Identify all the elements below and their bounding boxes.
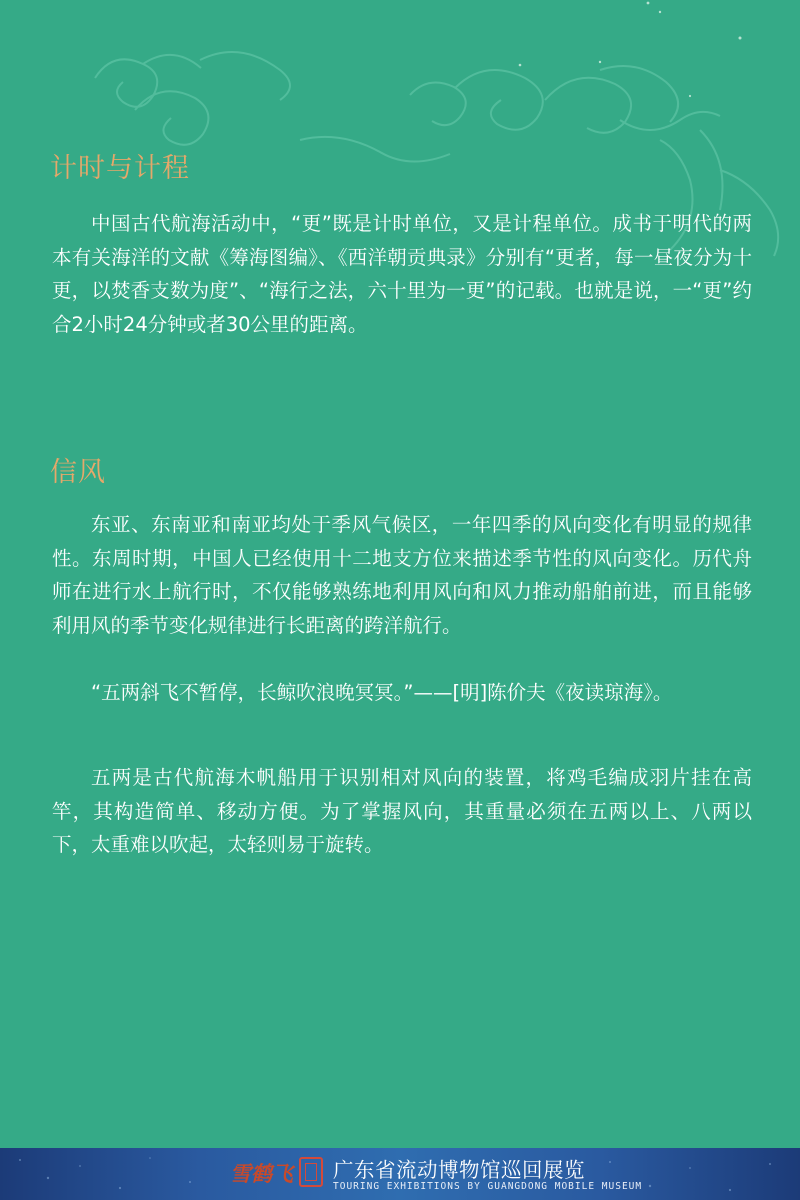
museum-logo-icon (299, 1157, 323, 1187)
section-title-timing: 计时与计程 (50, 153, 190, 184)
paragraph-trade-wind-quote: “五两斜飞不暂停，长鲸吹浪晚冥冥。”——[明]陈价夫《夜读琼海》。 (91, 681, 673, 704)
paragraph-trade-wind-1: 东亚、东南亚和南亚均处于季风气候区，一年四季的风向变化有明显的规律性。东周时期，中国人已经使用十二地支方位来描述季节性的风向变化。历代舟师在进行水上航行时，不仅能够熟练地利用风向和风力推动船舶前进，而且能够利用风的季节变化规律进行长距离的跨洋航行。 (52, 513, 752, 637)
calligraphy-signature: 雪鹤飞 (230, 1161, 293, 1186)
footer-title: 广东省流动博物馆巡回展览 (333, 1158, 585, 1182)
footer-subtitle: TOURING EXHIBITIONS BY GUANGDONG MOBILE MUSEUM (333, 1181, 643, 1192)
paragraph-timing-1: 中国古代航海活动中，“更”既是计时单位，又是计程单位。成书于明代的两本有关海洋的文献《筹海图编》、《西洋朝贡典录》分别有“更者，每一昼夜分为十更，以焚香支数为度”、“海行之法，六十里为一更”的记载。也就是说，一“更”约合2小时24分钟或者30公里的距离。 (52, 212, 752, 336)
section-title-trade-wind: 信风 (50, 457, 106, 488)
paragraph-trade-wind-wuliang: 五两是古代航海木帆船用于识别相对风向的装置，将鸡毛编成羽片挂在高竿，其构造简单、移动方便。为了掌握风向，其重量必须在五两以上、八两以下，太重难以吹起，太轻则易于旋转。 (52, 766, 752, 856)
footer-banner (0, 1148, 800, 1200)
